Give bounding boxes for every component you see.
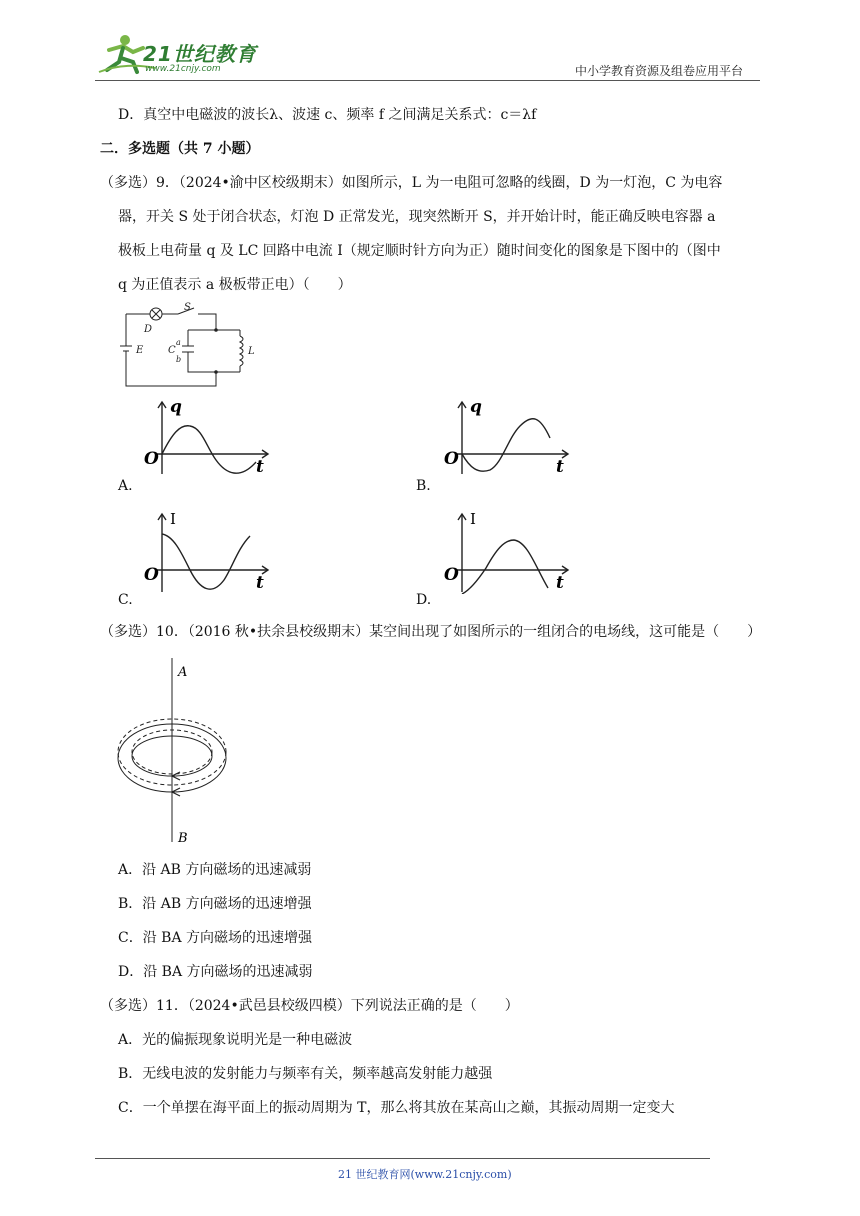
header-rule [95, 80, 760, 81]
q10-option-a: A．沿 AB 方向磁场的迅速减弱 [118, 862, 312, 878]
graph-c [140, 508, 280, 594]
graph-b [440, 398, 580, 478]
graph-d-xlabel: t [556, 573, 564, 593]
graph-b-ylabel: q [470, 398, 482, 417]
q8-option-d: D．真空中电磁波的波长λ、波速 c、频率 f 之间满足关系式：c＝λf [118, 107, 537, 123]
q9-line-3: 极板上电荷量 q 及 LC 回路中电流 I（规定顺时针方向为正）随时间变化的图象是下图中的（图中 [118, 243, 721, 259]
graph-a [140, 398, 280, 478]
figure-label-a: A [178, 665, 188, 680]
graph-d-origin: O [444, 565, 459, 585]
graph-a-origin: O [144, 449, 159, 469]
q10-option-c: C．沿 BA 方向磁场的迅速增强 [118, 930, 313, 946]
graph-a-option: A. [118, 478, 133, 494]
q10-option-d: D．沿 BA 方向磁场的迅速减弱 [118, 964, 313, 980]
q11-option-a: A．光的偏振现象说明光是一种电磁波 [118, 1032, 353, 1048]
graph-d-ylabel: I [470, 510, 476, 528]
graph-c-xlabel: t [256, 573, 264, 593]
header-logo [95, 32, 265, 78]
label-e: E [136, 345, 144, 356]
graph-c-ylabel: I [170, 510, 176, 528]
q11-option-c: C．一个单摆在海平面上的振动周期为 T，那么将其放在某高山之巅，其振动周期一定变大 [118, 1100, 675, 1116]
graph-a-xlabel: t [256, 457, 264, 477]
q10-option-b: B．沿 AB 方向磁场的迅速增强 [118, 896, 312, 912]
q9-line-4: q 为正值表示 a 极板带正电）（ ） [118, 277, 352, 293]
graph-b-origin: O [444, 449, 459, 469]
graph-d [440, 508, 580, 594]
q11-stem: （多选）11．（2024•武邑县校级四模）下列说法正确的是（ ） [100, 998, 519, 1014]
logo-url: www.21cnjy.com [145, 64, 221, 74]
q10-stem: （多选）10．（2016 秋•扶余县校级期末）某空间出现了如图所示的一组闭合的电场线，这可能是（ ） [100, 624, 762, 640]
label-c: C [168, 345, 176, 356]
q9-line-2: 器，开关 S 处于闭合状态，灯泡 D 正常发光，现突然断开 S，并开始计时，能正确反映电容器 a [118, 209, 716, 225]
graph-b-xlabel: t [556, 457, 564, 477]
graph-d-option: D. [416, 592, 432, 608]
graph-c-origin: O [144, 565, 159, 585]
label-d: D [144, 324, 153, 335]
footer-text: 21 世纪教育网(www.21cnjy.com) [338, 1168, 512, 1181]
section-title: 二．多选题（共 7 小题） [100, 141, 260, 157]
q11-option-b: B．无线电波的发射能力与频率有关，频率越高发射能力越强 [118, 1066, 493, 1082]
label-b: b [176, 355, 182, 364]
figure-label-b: B [178, 831, 188, 846]
header-platform-text: 中小学教育资源及组卷应用平台 [575, 64, 744, 78]
graph-c-option: C. [118, 592, 133, 608]
logo-title: 21世纪教育 [143, 42, 257, 66]
label-s: S [184, 302, 191, 313]
electric-field-figure [112, 652, 242, 847]
graph-a-ylabel: q [170, 398, 182, 417]
graph-b-option: B. [416, 478, 431, 494]
footer-rule [95, 1158, 710, 1159]
lc-circuit-diagram [118, 302, 258, 392]
label-a: a [176, 338, 181, 347]
q9-line-1: （多选）9．（2024•渝中区校级期末）如图所示，L 为一电阻可忽略的线圈，D 为一灯泡，C 为电容 [100, 175, 723, 191]
label-l: L [248, 346, 255, 357]
